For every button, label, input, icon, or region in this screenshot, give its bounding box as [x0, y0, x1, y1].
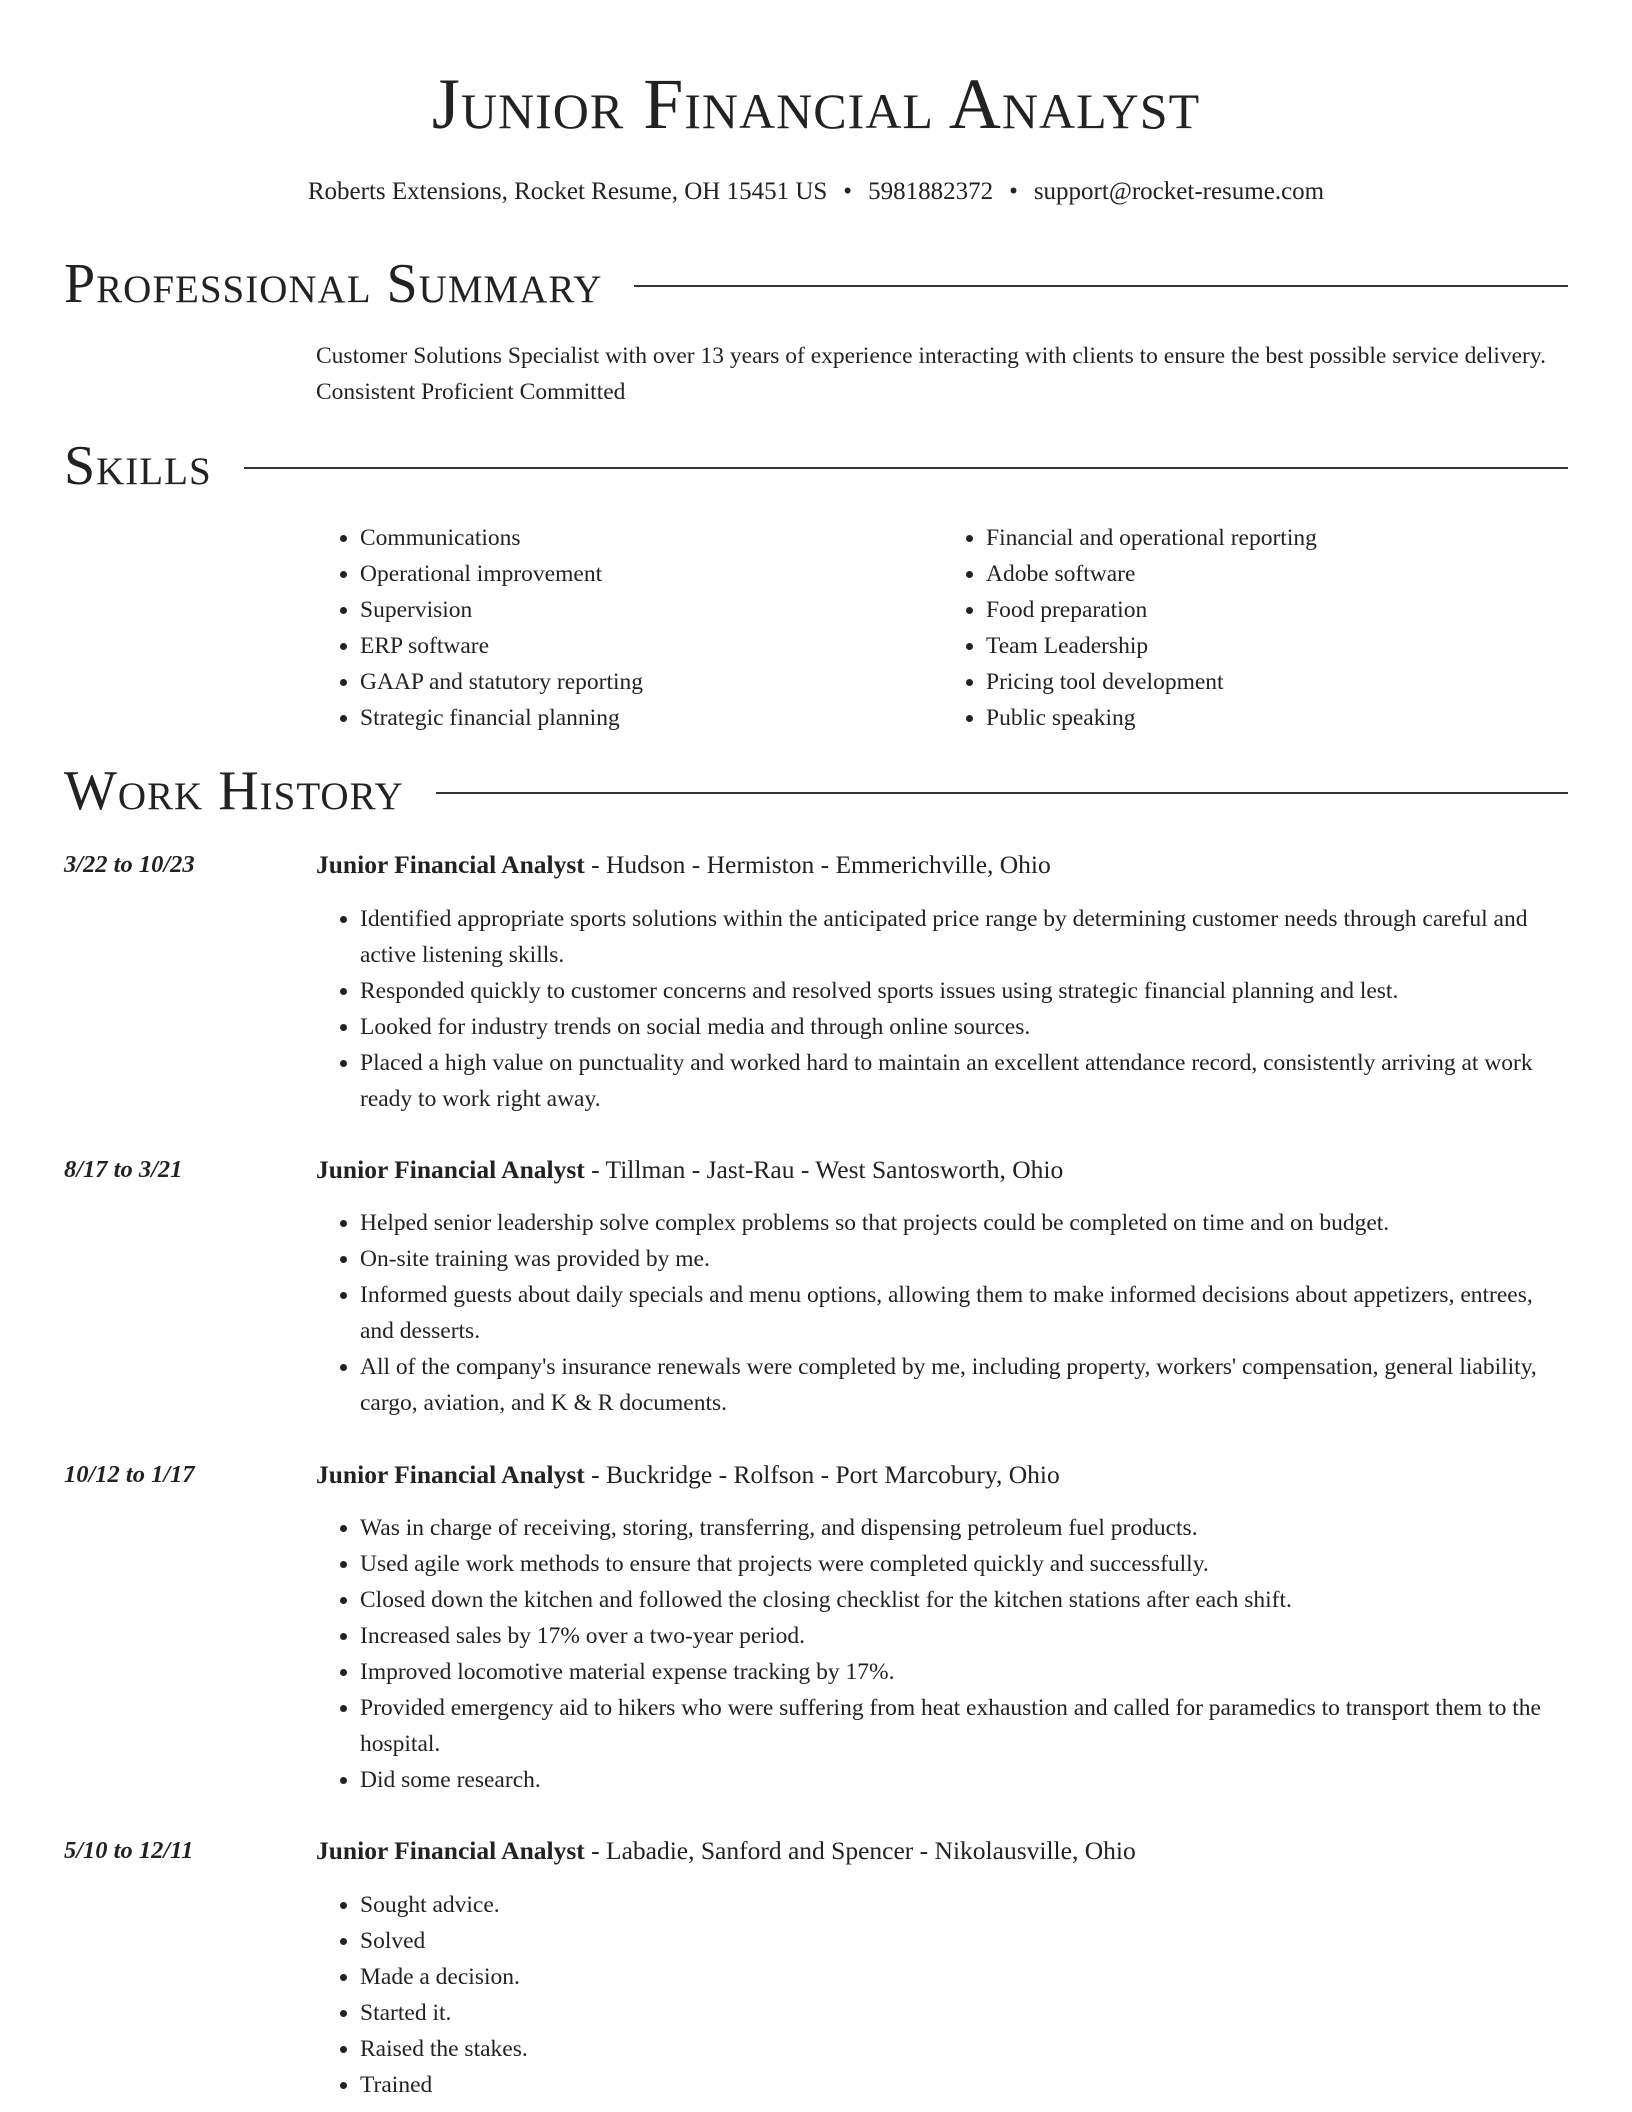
contact-separator: •	[1009, 178, 1018, 205]
skill-item: • Food preparation	[986, 592, 1568, 628]
job-dates: 3/22 to 10/23	[64, 851, 195, 878]
job-dates: 10/12 to 1/17	[64, 1461, 195, 1488]
contact-email: support@rocket-resume.com	[1033, 178, 1325, 205]
skill-item: • Financial and operational reporting	[986, 520, 1568, 556]
summary-text: Customer Solutions Specialist with over 13 years of experience interacting with clients to ensure the best possible service delivery. Consistent Proficient Committed	[316, 343, 1546, 405]
job-bullet: • Started it.	[360, 1995, 1568, 2031]
job-heading	[316, 1152, 1568, 1188]
contact-address: Roberts Extensions, Rocket Resume, OH 15451 US	[307, 178, 828, 205]
job-bullet: • Raised the stakes.	[360, 2031, 1568, 2067]
summary-section-header	[64, 252, 1568, 316]
section-divider	[436, 792, 1568, 794]
skills-list-left	[316, 520, 942, 736]
skill-item: • Operational improvement	[360, 556, 942, 592]
job-bullet: • All of the company's insurance renewals were completed by me, including property, workers' compensation, general liability, cargo, aviation, and K & R documents.	[360, 1349, 1568, 1421]
skill-item: • Team Leadership	[986, 628, 1568, 664]
job-bullet: • Was in charge of receiving, storing, transferring, and dispensing petroleum fuel products.	[360, 1510, 1568, 1546]
job-bullet: • Improved locomotive material expense tracking by 17%.	[360, 1654, 1568, 1690]
job-title: Junior Financial Analyst	[316, 1460, 585, 1489]
skills-heading: Skills	[64, 435, 212, 497]
skills-list-right	[942, 520, 1568, 736]
job-bullet: • Identified appropriate sports solutions within the anticipated price range by determining customer needs through careful and active listening skills.	[360, 901, 1568, 973]
skill-item: • ERP software	[360, 628, 942, 664]
skill-item: • Adobe software	[986, 556, 1568, 592]
job-bullet: • Looked for industry trends on social media and through online sources.	[360, 1009, 1568, 1045]
job-title: Junior Financial Analyst	[316, 1155, 585, 1184]
job-dates: 8/17 to 3/21	[64, 1156, 183, 1183]
job-details: - Labadie, Sanford and Spencer - Nikolausville, Ohio	[584, 1836, 1136, 1865]
job-bullets	[316, 1887, 1568, 2103]
job-bullet: • Trained	[360, 2067, 1568, 2103]
job-bullet: • Informed guests about daily specials and menu options, allowing them to make informed decisions about appetizers, entrees, and desserts.	[360, 1277, 1568, 1349]
job-bullet: • Made a decision.	[360, 1959, 1568, 1995]
job-bullet: • Increased sales by 17% over a two-year period.	[360, 1618, 1568, 1654]
skill-item: • Communications	[360, 520, 942, 556]
skill-item: • Supervision	[360, 592, 942, 628]
work-heading: Work History	[64, 760, 404, 822]
job-title: Junior Financial Analyst	[316, 1836, 585, 1865]
section-divider	[634, 285, 1568, 287]
work-section-header	[64, 759, 1568, 823]
job-bullet: • Did some research.	[360, 1762, 1568, 1798]
skill-item: • Public speaking	[986, 700, 1568, 736]
job-bullet: • Closed down the kitchen and followed the closing checklist for the kitchen stations after each shift.	[360, 1582, 1568, 1618]
job-details: - Tillman - Jast-Rau - West Santosworth, Ohio	[584, 1155, 1064, 1184]
skill-item: • Strategic financial planning	[360, 700, 942, 736]
job-details: - Buckridge - Rolfson - Port Marcobury, Ohio	[584, 1460, 1060, 1489]
summary-heading: Professional Summary	[64, 253, 603, 315]
job-title: Junior Financial Analyst	[316, 850, 585, 879]
resume-name: Junior Financial Analyst	[431, 64, 1201, 144]
job-bullet: • On-site training was provided by me.	[360, 1241, 1568, 1277]
job-bullet: • Used agile work methods to ensure that projects were completed quickly and successfully.	[360, 1546, 1568, 1582]
skill-item: • GAAP and statutory reporting	[360, 664, 942, 700]
job-heading	[316, 1457, 1568, 1493]
contact-separator: •	[843, 178, 853, 205]
skills-section-header	[64, 434, 1568, 498]
job-heading	[316, 1833, 1568, 1869]
job-dates: 5/10 to 12/11	[64, 1837, 194, 1864]
job-bullet: • Solved	[360, 1923, 1568, 1959]
section-divider	[244, 467, 1568, 469]
skill-item: • Pricing tool development	[986, 664, 1568, 700]
job-heading	[316, 847, 1568, 883]
job-bullet: • Placed a high value on punctuality and worked hard to maintain an excellent attendance record, consistently arriving at work ready to work right away.	[360, 1045, 1568, 1117]
job-bullets	[316, 1205, 1568, 1421]
job-bullet: • Responded quickly to customer concerns and resolved sports issues using strategic financial planning and lest.	[360, 973, 1568, 1009]
contact-phone: 5981882372	[868, 178, 994, 205]
job-bullet: • Sought advice.	[360, 1887, 1568, 1923]
job-bullet: • Provided emergency aid to hikers who were suffering from heat exhaustion and called for paramedics to transport them to the hospital.	[360, 1690, 1568, 1762]
job-bullets	[316, 901, 1568, 1117]
job-bullet: • Helped senior leadership solve complex problems so that projects could be completed on time and on budget.	[360, 1205, 1568, 1241]
contact-line	[0, 174, 1632, 210]
skills-columns	[316, 520, 1568, 736]
job-bullets	[316, 1510, 1568, 1798]
job-details: - Hudson - Hermiston - Emmerichville, Ohio	[584, 850, 1051, 879]
